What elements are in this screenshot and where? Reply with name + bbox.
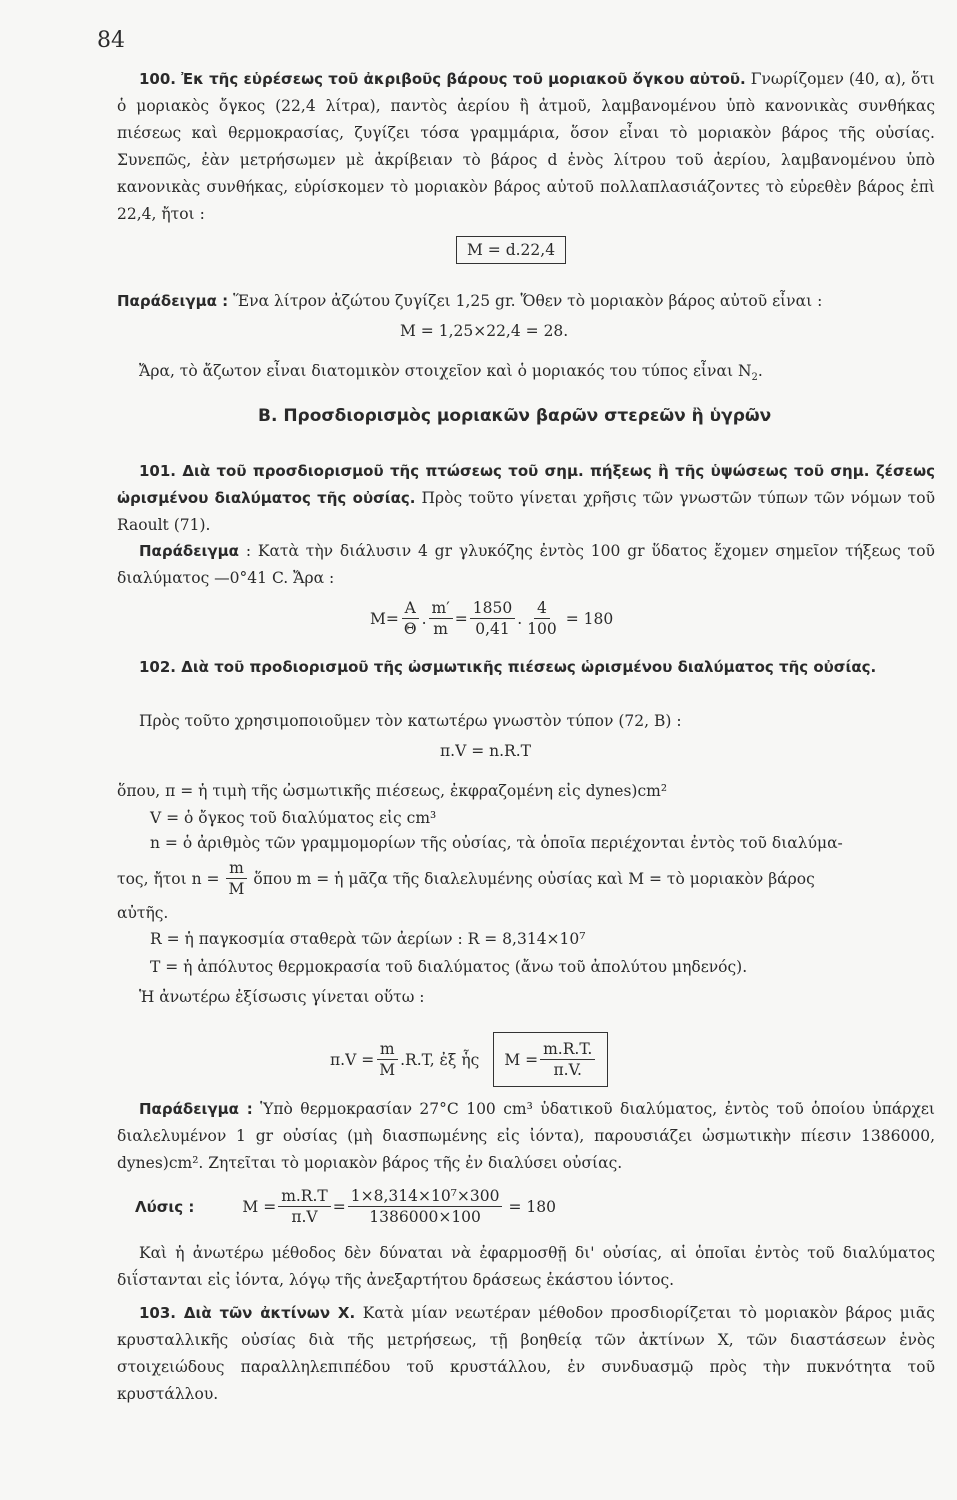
text: π.V =: [330, 1050, 375, 1069]
section-103-paragraph: [117, 1300, 935, 1408]
numerator: m′: [429, 598, 453, 619]
example-label: Παράδειγμα :: [117, 292, 229, 310]
definition-t: T = ἡ ἀπόλυτος θερμοκρασία τοῦ διαλύματος (ἄνω τοῦ ἀπολύτου μηδενός).: [150, 958, 748, 976]
definition-v: V = ὁ ὄγκος τοῦ διαλύματος εἰς cm³: [150, 809, 437, 827]
denominator: m: [433, 620, 448, 638]
fraction: [226, 858, 248, 899]
text: M =: [504, 1050, 539, 1069]
numerator: m: [377, 1039, 398, 1060]
fraction: [278, 1186, 331, 1227]
numerator: m.R.T.: [540, 1039, 595, 1060]
section-b-heading: B. Προσδιορισμὸς μοριακῶν βαρῶν στερεῶν ἢ ὑγρῶν: [258, 406, 772, 426]
boxed-result: [493, 1032, 608, 1087]
denominator: 100: [527, 620, 557, 638]
denominator: 0,41: [475, 620, 510, 638]
formula-raoult: M= $\frac{A}{\Theta}$ . $\frac{m'}{m}$ = $\frac{1850}{0,41}$ . $\frac{4}{100}$ = 180: [370, 599, 614, 638]
formula-lhs: M=: [370, 609, 399, 628]
conclusion-subscript: 2: [751, 372, 758, 384]
numerator: A: [402, 598, 419, 619]
text: .R.T, ἐξ ἧς: [400, 1050, 480, 1069]
calc-nitrogen: M = 1,25×22,4 = 28.: [400, 322, 569, 340]
definition-r: R = ἡ παγκοσμία σταθερὰ τῶν ἀερίων : R = 8,314×10⁷: [150, 930, 586, 948]
numerator: m: [226, 858, 247, 879]
numerator: m.R.T: [278, 1186, 331, 1207]
fraction: [401, 598, 420, 639]
example-101: [117, 538, 935, 592]
conclusion-100: [117, 358, 935, 391]
section-102-title-para: [117, 654, 935, 681]
fraction: [524, 598, 560, 639]
section-103-text: Κατὰ μίαν νεωτέραν μέθοδον προσδιορίζεται τὸ μοριακὸν βάρος μιᾶς κρυσταλλικῆς οὐσίας διὰ τῆς μετρήσεως, τῇ βοηθείᾳ τῶν ἀκτίνων X, τῶν διαστάσεων ἑνὸς στοιχειώδους παραλληλεπιπέδου τοῦ κρυστάλλου, ἐν συνδυασμῷ πρὸς τὴν πυκνότητα τοῦ κρυστάλλου.: [117, 1304, 935, 1403]
example-100: [117, 288, 935, 315]
definition-pi: ὅπου, π = ἡ τιμὴ τῆς ὠσμωτικῆς πιέσεως, ἐκφραζομένη εἰς dynes)cm²: [117, 782, 668, 800]
fraction: [348, 1186, 503, 1227]
solution: Λύσις : M = $\frac{m.R.T}{\pi.V}$ = $\frac{\text{1×8,314×10⁷×300}}{1386000\times 100}$ = 180: [135, 1187, 556, 1226]
equation-intro: Ἡ ἀνωτέρω ἐξίσωσις γίνεται οὕτω :: [139, 988, 425, 1006]
denominator: π.V: [291, 1208, 318, 1226]
example-label: Παράδειγμα :: [139, 1100, 253, 1118]
formula-result: = 180: [565, 609, 614, 628]
example-102: [117, 1096, 935, 1177]
definition-n-cont: [117, 858, 815, 899]
denominator: π.V.: [553, 1061, 582, 1079]
conclusion-text: Ἄρα, τὸ ἄζωτον εἶναι διατομικὸν στοιχεῖον καὶ ὁ μοριακός του τύπος εἶναι N: [139, 362, 752, 380]
definition-n: n = ὁ ἀριθμὸς τῶν γραμμομορίων τῆς οὐσίας, τὰ ὁποῖα περιέχονται ἐντὸς τοῦ διαλύμα-: [150, 834, 843, 852]
equation-derivation: [330, 1032, 608, 1087]
section-100-text: Γνωρίζομεν (40, α), ὅτι ὁ μοριακὸς ὄγκος (22,4 λίτρα), παντὸς ἀερίου ἢ ἀτμοῦ, λαμβανομένου ὑπὸ κανονικὰς συνθήκας πιέσεως καὶ θερμοκρασίας, ζυγίζει τόσα γραμμάρια, ὅσον εἶναι τὸ μοριακὸν βάρος τῆς οὐσίας. Συνεπῶς, ἐὰν μετρήσωμεν μὲ ἀκρίβειαν τὸ βάρος d ἑνὸς λίτρου τοῦ ἀερίου, λαμβανομένου ὑπὸ κανονικὰς συνθήκας, εὑρίσκομεν τὸ μοριακὸν βάρος αὐτοῦ πολλαπλασιάζοντες τὸ εὑρεθὲν βάρος ἐπὶ 22,4, ἤτοι :: [117, 70, 935, 223]
denominator: Θ: [403, 620, 417, 638]
fraction: [429, 598, 453, 639]
formula-molar-mass-density: M = d.22,4: [456, 236, 566, 264]
example-text: Ὑπὸ θερμοκρασίαν 27°C 100 cm³ ὑδατικοῦ διαλύματος, ἐντὸς τοῦ ὁποίου ὑπάρχει διαλελυμένον 1 gr οὐσίας (μὴ διασπωμένης εἰς ἰόντα), παρουσιάζει ὠσμωτικὴν πίεσιν 1386000, dynes)cm². Ζητεῖται τὸ μοριακὸν βάρος τῆς ἐν διαλύσει οὐσίας.: [117, 1100, 935, 1172]
section-102-intro: Πρὸς τοῦτο χρησιμοποιοῦμεν τὸν κατωτέρω γνωστὸν τύπον (72, B) :: [139, 712, 682, 730]
denominator: M: [228, 880, 245, 898]
section-101-paragraph: [117, 458, 935, 539]
fraction: [540, 1039, 595, 1080]
closing-102: Καὶ ἡ ἀνωτέρω μέθοδος δὲν δύναται νὰ ἐφαρμοσθῇ δι' οὐσίας, αἱ ὁποῖαι ἐντὸς τοῦ διαλύματος διΐστανται εἰς ἰόντα, λόγῳ τῆς ἀνεξαρτήτου δράσεως ἑκάστου ἰόντος.: [117, 1244, 935, 1289]
example-text: : Κατὰ τὴν διάλυσιν 4 gr γλυκόζης ἐντὸς 100 gr ὕδατος ἔχομεν σημεῖον τήξεως τοῦ διαλύματος —0°41 C. Ἄρα :: [117, 542, 935, 587]
fraction: [470, 598, 515, 639]
formula-osmotic: π.V = n.R.T: [440, 742, 531, 760]
text: ὅπου m = ἡ μᾶζα τῆς διαλελυμένης οὐσίας καὶ M = τὸ μοριακὸν βάρος: [253, 869, 815, 888]
numerator: 4: [534, 598, 550, 619]
text: M =: [242, 1197, 277, 1216]
example-text: Ἕνα λίτρον ἀζώτου ζυγίζει 1,25 gr. Ὅθεν τὸ μοριακὸν βάρος αὐτοῦ εἶναι :: [233, 292, 823, 310]
section-100-paragraph: [117, 66, 935, 228]
section-103-title: 103. Διὰ τῶν ἀκτίνων X.: [139, 1304, 356, 1322]
section-102-title: 102. Διὰ τοῦ προδιορισμοῦ τῆς ὠσμωτικῆς πιέσεως ὡρισμένου διαλύματος τῆς οὐσίας.: [139, 658, 877, 676]
example-label: Παράδειγμα: [139, 542, 239, 560]
section-101-title: 101. Διὰ τοῦ προσδιορισμοῦ τῆς πτώσεως τοῦ σημ. πήξεως ἢ τῆς ὑψώσεως τοῦ σημ. ζέσεως ὡρισμένου διαλύματος τῆς οὐσίας.: [117, 462, 935, 507]
numerator: 1850: [470, 598, 515, 619]
section-101-text: Πρὸς τοῦτο γίνεται χρῆσις τῶν γνωστῶν τύπων τῶν νόμων τοῦ Raoult (71).: [117, 489, 935, 534]
denominator: M: [379, 1061, 396, 1079]
denominator: 1386000×100: [369, 1208, 481, 1226]
conclusion-end: .: [757, 362, 763, 380]
numerator: 1×8,314×10⁷×300: [348, 1186, 503, 1207]
fraction: [376, 1039, 398, 1080]
solution-label: Λύσις :: [135, 1197, 195, 1216]
text: τος, ἤτοι n =: [117, 869, 220, 888]
section-100-title: 100. Ἐκ τῆς εὑρέσεως τοῦ ἀκριβοῦς βάρους τοῦ μοριακοῦ ὄγκου αὐτοῦ.: [139, 70, 746, 88]
solution-result: = 180: [508, 1197, 556, 1216]
definition-n-end: αὐτῆς.: [117, 904, 169, 922]
page-number: 84: [97, 28, 125, 53]
